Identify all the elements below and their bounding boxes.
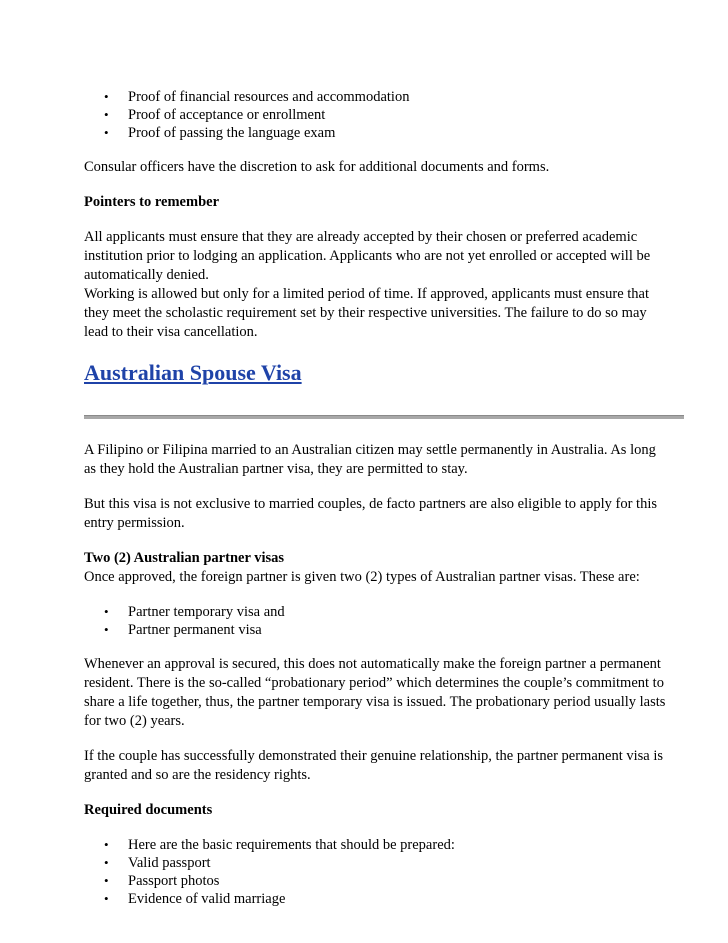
- filipino-paragraph: A Filipino or Filipina married to an Australian citizen may settle permanently in Australia. As long as they hold the Australian partner visa, they are permitted to stay.: [84, 442, 656, 477]
- two-visas-heading: Two (2) Australian partner visas: [84, 550, 285, 566]
- list-item: • Passport photos: [104, 873, 220, 889]
- section-title-link[interactable]: Australian Spouse Visa: [84, 360, 302, 385]
- applicants-paragraph: All applicants must ensure that they are already accepted by their chosen or preferred academic institution prior to lodging an application. Applicants who are not yet enrolled or accepted will be automatically denied.: [84, 229, 651, 283]
- bullet-icon: •: [104, 622, 109, 637]
- list-item: • Evidence of valid marriage: [104, 891, 286, 907]
- whenever-paragraph: Whenever an approval is secured, this does not automatically make the foreign partner a permanent resident. There is the so-called “probationary period” which determines the couple’s commitment to share a life together, thus, the partner temporary visa is issued. The probationary period usually lasts for two (2) years.: [84, 656, 666, 729]
- bullet-icon: •: [104, 604, 109, 619]
- bullet-icon: •: [104, 125, 109, 140]
- partner-visa-list: [84, 603, 668, 639]
- bullet-icon: •: [104, 837, 109, 852]
- consular-paragraph: Consular officers have the discretion to ask for additional documents and forms.: [84, 159, 550, 175]
- list-item: • Proof of passing the language exam: [104, 125, 336, 141]
- required-documents-list: [84, 836, 668, 908]
- bullet-icon: •: [104, 89, 109, 104]
- once-approved-paragraph: Once approved, the foreign partner is given two (2) types of Australian partner visas. These are:: [84, 569, 640, 585]
- residency-paragraph: If the couple has successfully demonstrated their genuine relationship, the partner permanent visa is granted and so are the residency rights.: [84, 748, 664, 783]
- de-facto-paragraph: But this visa is not exclusive to married couples, de facto partners are also eligible to apply for this entry permission.: [84, 496, 658, 531]
- list-item: • Proof of financial resources and accommodation: [104, 89, 410, 105]
- bullet-icon: •: [104, 855, 109, 870]
- list-item: • Here are the basic requirements that should be prepared:: [104, 837, 455, 853]
- bullet-icon: •: [104, 873, 109, 888]
- list-item: • Valid passport: [104, 855, 211, 871]
- list-item: • Partner permanent visa: [104, 622, 262, 638]
- documents-list: [84, 88, 668, 142]
- list-item: • Partner temporary visa and: [104, 604, 285, 620]
- bullet-icon: •: [104, 107, 109, 122]
- pointers-heading: Pointers to remember: [84, 194, 220, 210]
- required-documents-heading: Required documents: [84, 802, 213, 818]
- working-paragraph: Working is allowed but only for a limited period of time. If approved, applicants must ensure that they meet the scholastic requirement set by their respective universities. The failure to do so may lead to their visa cancellation.: [84, 286, 650, 340]
- list-item: • Proof of acceptance or enrollment: [104, 107, 326, 123]
- bullet-icon: •: [104, 891, 109, 906]
